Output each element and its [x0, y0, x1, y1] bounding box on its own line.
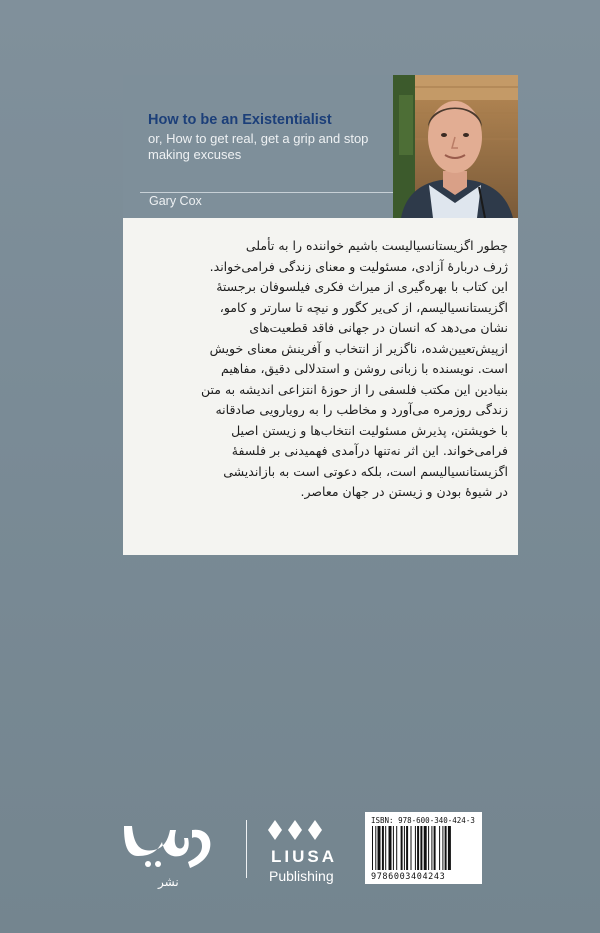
description-line: ازپیش‌تعیین‌شده، ناگزیر از انتخاب و آفرینش معنای خویش: [209, 340, 508, 356]
publisher-persian-label: نشر: [158, 875, 179, 889]
barcode-bar: [445, 826, 447, 870]
barcode-bar: [417, 826, 419, 870]
barcode-bar: [428, 826, 429, 870]
barcode-bar: [424, 826, 427, 870]
barcode-number: 9786003404243: [371, 872, 446, 882]
barcode-bar: [404, 826, 405, 870]
barcode: [365, 812, 482, 884]
book-subtitle: or, How to get real, get a grip and stop making excuses: [148, 131, 369, 162]
barcode-bar: [434, 826, 436, 870]
isbn-text: ISBN: 978-600-340-424-3: [371, 816, 475, 825]
publisher-label: Publishing: [269, 868, 334, 884]
description-line: اگزیستانسیالیسم است، بلکه دعوتی است به بازاندیشی: [223, 463, 508, 479]
barcode-bars: [371, 826, 476, 870]
description-line: نشان می‌دهد که انسان در جهانی فاقد قطعیت‌های: [249, 320, 508, 335]
description-line: با خویشتن، پذیرش مسئولیت انتخاب‌ها و زیستن اصیل: [231, 422, 508, 438]
barcode-bar: [448, 826, 451, 870]
barcode-bar: [431, 826, 432, 870]
barcode-bar: [411, 826, 412, 870]
publisher-persian-logo: [118, 812, 218, 892]
barcode-bar: [382, 826, 384, 870]
description-line: اگزیستانسیالیسم، از کی‌یر کگور و نیچه تا سارتر و کامو،: [219, 299, 508, 315]
barcode-bar: [378, 826, 381, 870]
barcode-bar: [439, 826, 440, 870]
description-line: چطور اگزیستانسیالیست باشیم خواننده را به تأملی: [245, 238, 508, 253]
description-line: فرامی‌خواند. این اثر نه‌تنها درآمدی فهمیدنی بر فلسفهٔ: [231, 443, 508, 458]
description-line: بنیادین این مکتب فلسفی را از حوزهٔ انتزاعی اندیشه به متن: [200, 381, 508, 397]
book-description: [135, 236, 508, 503]
description-line: در شیوهٔ بودن و زیستن در جهان معاصر.: [300, 484, 508, 499]
barcode-bar: [375, 826, 376, 870]
barcode-bar: [385, 826, 386, 870]
publisher-name: LIUSA: [271, 847, 337, 866]
barcode-bar: [420, 826, 422, 870]
barcode-bar: [396, 826, 397, 870]
barcode-bar: [406, 826, 408, 870]
description-line: این کتاب با بهره‌گیری از میراث فکری فیلسوفان برجستهٔ: [216, 279, 508, 294]
barcode-bar: [372, 826, 373, 870]
description-line: است. نویسنده با زبانی روشن و استدلالی دقیق، مفاهیم: [221, 361, 508, 376]
barcode-bar: [389, 826, 392, 870]
description-line: ژرف دربارهٔ آزادی، مسئولیت و معنای زندگی فرامی‌خواند.: [209, 258, 508, 274]
diamonds-icon: [267, 818, 347, 842]
publisher-logo: [265, 818, 355, 888]
barcode-bar: [442, 826, 443, 870]
logo-divider: [246, 820, 247, 878]
barcode-bar: [415, 826, 416, 870]
barcode-bar: [401, 826, 403, 870]
author-name: Gary Cox: [149, 194, 202, 208]
book-title: How to be an Existentialist: [148, 112, 332, 128]
author-divider: [140, 192, 394, 193]
author-photo: [393, 75, 518, 218]
description-line: زندگی روزمره می‌آورد و مخاطب را به رویارویی صادقانه: [215, 402, 508, 417]
barcode-bar: [393, 826, 394, 870]
